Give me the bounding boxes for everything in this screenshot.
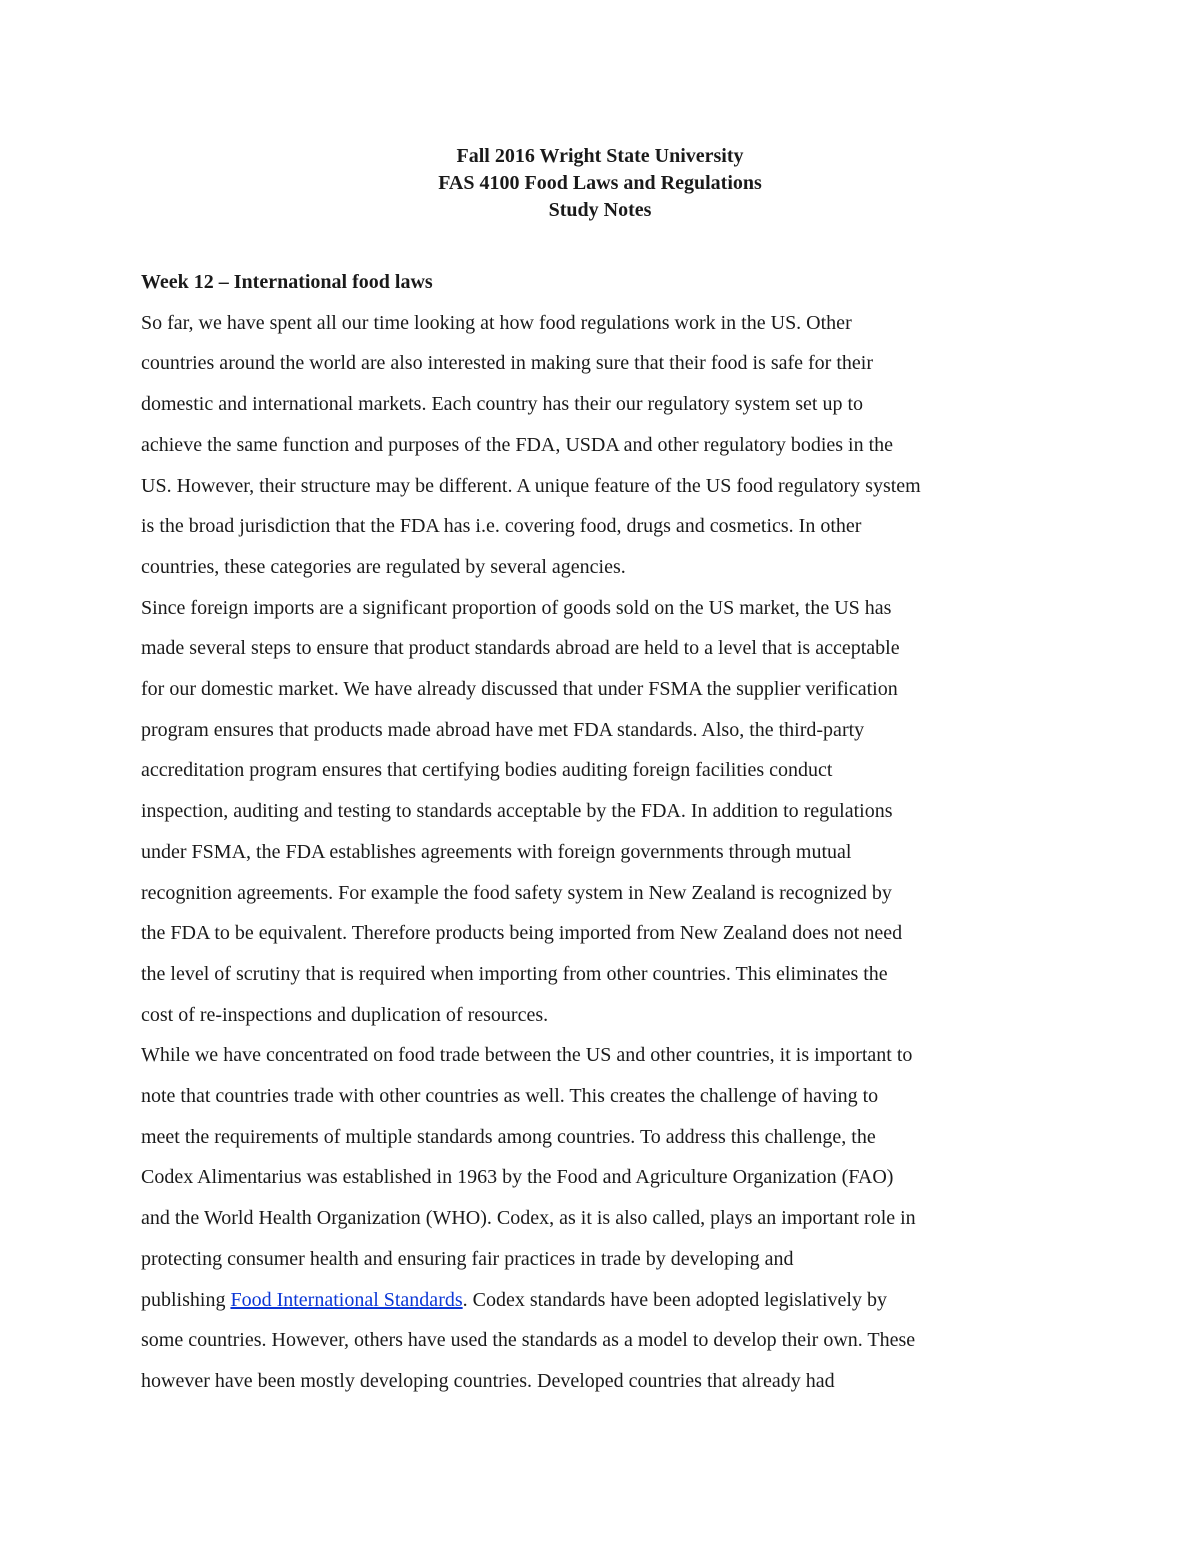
text-line: Codex Alimentarius was established in 1963 by the Food and Agriculture Organization (FAO) (141, 1166, 894, 1189)
section-heading: Week 12 – International food laws (141, 271, 433, 293)
food-international-standards-link[interactable]: Food International Standards (230, 1288, 463, 1311)
text-line: US. However, their structure may be different. A unique feature of the US food regulatory system (141, 474, 921, 497)
text-line: countries around the world are also interested in making sure that their food is safe for their (141, 352, 873, 375)
text-line: inspection, auditing and testing to standards acceptable by the FDA. In addition to regulations (141, 800, 893, 823)
text-line: some countries. However, others have used the standards as a model to develop their own. These (141, 1329, 916, 1352)
paragraph-2 (141, 588, 1066, 1036)
header-course-title: FAS 4100 Food Laws and Regulations (438, 172, 762, 194)
text-line: under FSMA, the FDA establishes agreements with foreign governments through mutual (141, 840, 852, 863)
text-line: achieve the same function and purposes of the FDA, USDA and other regulatory bodies in the (141, 433, 894, 456)
text-line: program ensures that products made abroad have met FDA standards. Also, the third-party (141, 718, 865, 741)
text-line: While we have concentrated on food trade between the US and other countries, it is important to (141, 1044, 913, 1067)
text-line: So far, we have spent all our time looking at how food regulations work in the US. Other (141, 311, 852, 334)
text-line: the FDA to be equivalent. Therefore products being imported from New Zealand does not need (141, 922, 903, 945)
text-line: protecting consumer health and ensuring fair practices in trade by developing and (141, 1247, 794, 1270)
paragraph-1 (141, 303, 1066, 588)
text-line: and the World Health Organization (WHO). Codex, as it is also called, plays an important role in (141, 1207, 916, 1230)
text-line: however have been mostly developing countries. Developed countries that already had (141, 1369, 835, 1392)
text-line: note that countries trade with other countries as well. This creates the challenge of having to (141, 1085, 879, 1108)
document-header (0, 143, 1200, 224)
paragraph-3 (141, 1035, 1066, 1401)
link-prefix-text: publishing (141, 1288, 231, 1311)
text-line-with-link (141, 1280, 1066, 1321)
link-suffix-text: . Codex standards have been adopted legislatively by (462, 1288, 887, 1311)
text-line: the level of scrutiny that is required when importing from other countries. This eliminates the (141, 962, 888, 985)
text-line: domestic and international markets. Each country has their our regulatory system set up to (141, 393, 864, 416)
text-line: cost of re-inspections and duplication of resources. (141, 1003, 549, 1026)
document-body (141, 262, 1066, 1402)
text-line: meet the requirements of multiple standards among countries. To address this challenge, the (141, 1125, 876, 1148)
header-doc-type: Study Notes (548, 199, 652, 221)
text-line: accreditation program ensures that certifying bodies auditing foreign facilities conduct (141, 759, 833, 782)
header-course-term: Fall 2016 Wright State University (456, 145, 744, 167)
text-line: for our domestic market. We have already discussed that under FSMA the supplier verification (141, 678, 898, 701)
text-line: made several steps to ensure that product standards abroad are held to a level that is acceptable (141, 637, 900, 660)
text-line: countries, these categories are regulated by several agencies. (141, 555, 626, 578)
text-line: is the broad jurisdiction that the FDA has i.e. covering food, drugs and cosmetics. In other (141, 515, 862, 538)
text-line: recognition agreements. For example the food safety system in New Zealand is recognized by (141, 881, 892, 904)
text-line: Since foreign imports are a significant proportion of goods sold on the US market, the US has (141, 596, 892, 619)
